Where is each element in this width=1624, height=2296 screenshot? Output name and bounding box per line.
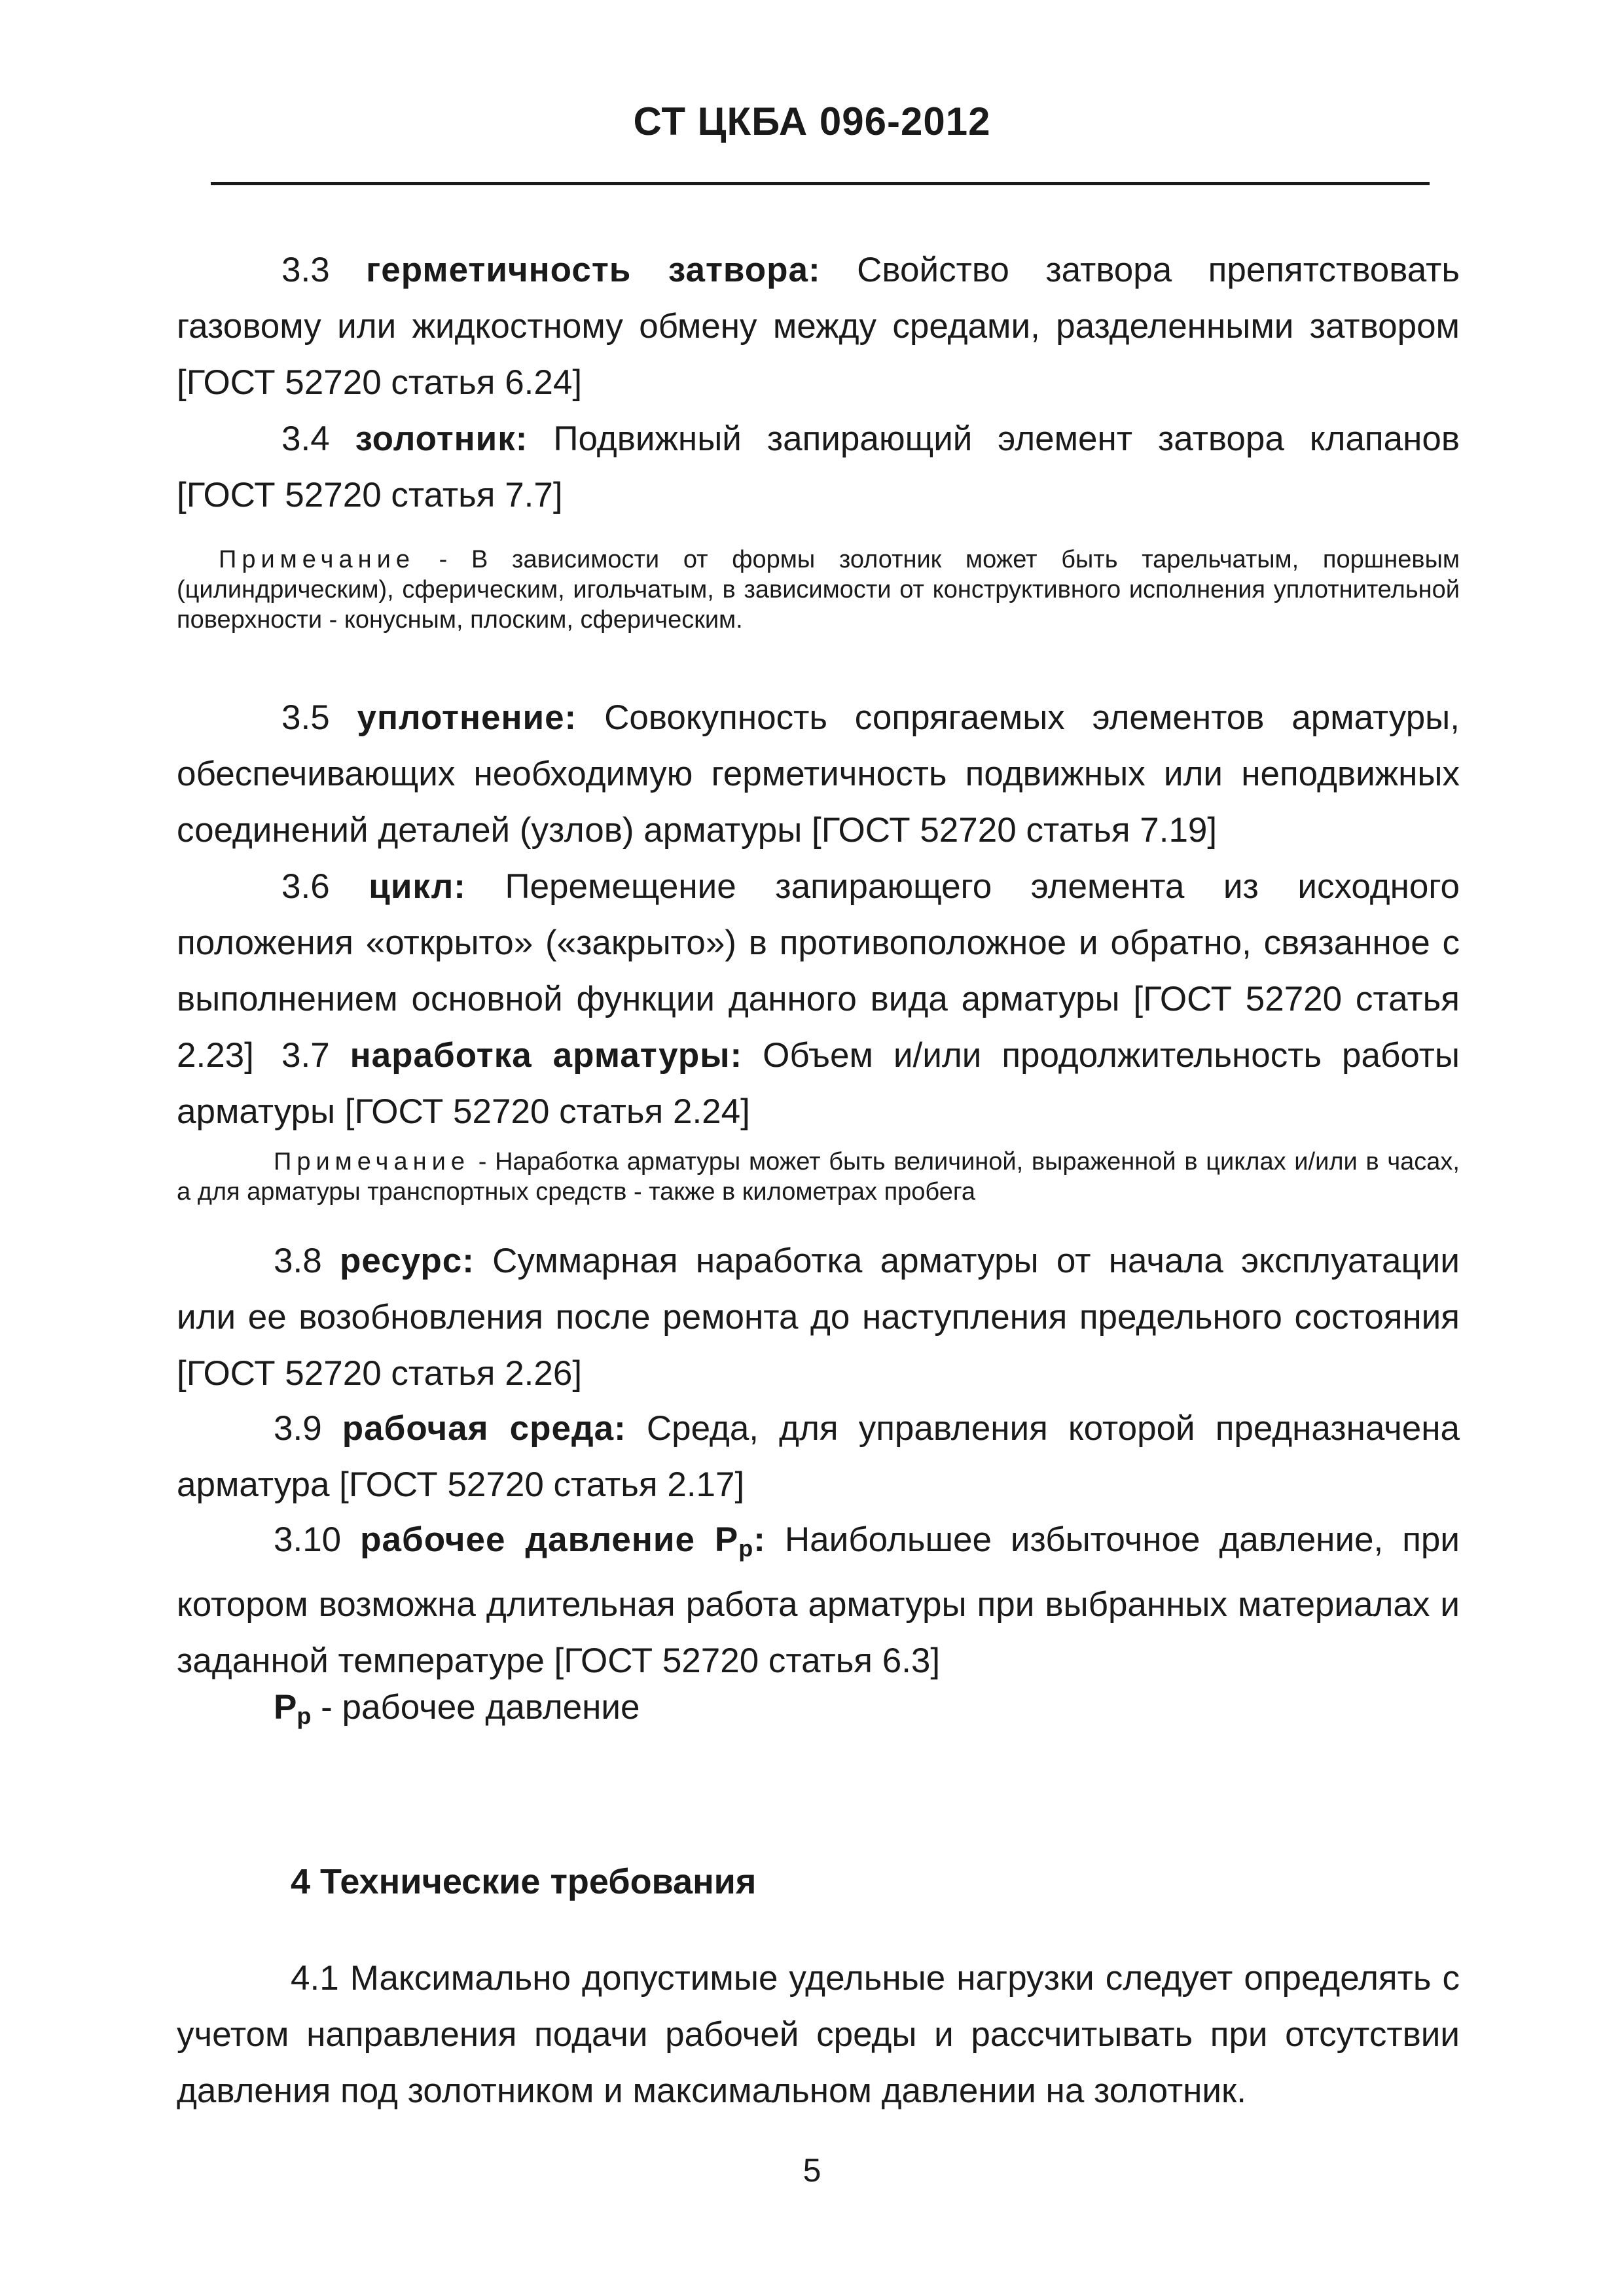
definition-3-4 <box>177 411 1460 524</box>
clause-number: 3.9 <box>274 1409 322 1448</box>
symbol-definition <box>274 1679 640 1744</box>
section-heading: 4 Технические требования <box>291 1862 757 1901</box>
definition-3-10 <box>177 1512 1460 1689</box>
definition-3-3 <box>177 242 1460 411</box>
term: наработка арматуры: <box>350 1036 743 1075</box>
clause-number: 3.3 <box>281 251 330 289</box>
note-text: - Наработка арматуры может быть величиной, выраженной в циклах и/или в часах, а для арматуры транспортных средств - также в километрах пробега <box>177 1148 1460 1206</box>
clause-number: 3.8 <box>274 1242 322 1280</box>
definition-text: Суммарная наработка арматуры от начала эксплуатации или ее возобновления после ремонта до наступления предельного состояния [ГОСТ 52720 статья 2.26] <box>177 1242 1460 1393</box>
term-subscript: р <box>738 1535 754 1562</box>
definition-3-9 <box>177 1401 1460 1513</box>
symbol-letter: P <box>274 1688 297 1727</box>
definition-3-8 <box>177 1233 1460 1402</box>
term: герметичность затвора: <box>366 251 821 289</box>
definition-text: Свойство затвора препятствовать газовому или жидкостному обмену между средами, разделенными затвором [ГОСТ 52720 статья 6.24] <box>177 251 1460 402</box>
term: ресурс: <box>339 1242 475 1280</box>
note-2 <box>177 1147 1460 1207</box>
symbol-subscript: р <box>297 1702 312 1729</box>
note-text: - В зависимости от формы золотник может быть тарельчатым, поршневым (цилиндрическим), сферическим, игольчатым, в зависимости от конструктивного исполнения уплотнительной поверхности - конусным, плоским, сферическим. <box>177 546 1460 634</box>
definition-text: Наибольшее избыточное давление, при котором возможна длительная работа арматуры при выбранных материалах и заданной температуре [ГОСТ 52720 статья 6.3] <box>177 1520 1460 1680</box>
clause-number: 3.10 <box>274 1520 342 1559</box>
definition-text: Объем и/или продолжительность работы арматуры [ГОСТ 52720 статья 2.24] <box>177 1036 1460 1131</box>
definition-text: Перемещение запирающего элемента из исходного положения «открыто» («закрыто») в противоположное и обратно, связанное с выполнением основной функции данного вида арматуры [ГОСТ 52720 статья 2.23] <box>177 867 1460 1075</box>
definition-text: Совокупность сопрягаемых элементов арматуры, обеспечивающих необходимую герметичность подвижных или неподвижных соединений деталей (узлов) арматуры [ГОСТ 52720 статья 7.19] <box>177 698 1460 850</box>
requirement-text: Максимально допустимые удельные нагрузки следует определять с учетом направления подачи рабочей среды и рассчитывать при отсутствии давления под золотником и максимальном давлении на золотник. <box>177 1959 1460 2110</box>
term: рабочая среда: <box>342 1409 626 1448</box>
definition-text: Среда, для управления которой предназначена арматура [ГОСТ 52720 статья 2.17] <box>177 1409 1460 1504</box>
document-code-header: СТ ЦКБА 096-2012 <box>633 99 991 143</box>
definition-3-5 <box>177 690 1460 859</box>
header-rule <box>211 182 1430 185</box>
term-colon: : <box>753 1520 766 1559</box>
term: уплотнение: <box>357 698 577 737</box>
clause-number: 3.7 <box>281 1036 330 1075</box>
clause-number: 3.6 <box>281 867 330 906</box>
term <box>360 1520 766 1562</box>
term: цикл: <box>369 867 466 906</box>
clause-number: 3.4 <box>281 420 330 458</box>
note-label: Примечание <box>274 1148 470 1175</box>
clause-number: 4.1 <box>291 1959 339 1998</box>
definition-3-7 <box>177 1028 1460 1140</box>
definition-text: Подвижный запирающий элемент затвора клапанов [ГОСТ 52720 статья 7.7] <box>177 420 1460 514</box>
symbol-text: - рабочее давление <box>321 1688 640 1727</box>
term-text: рабочее давление P <box>360 1520 739 1559</box>
clause-number: 3.5 <box>281 698 330 737</box>
page-number: 5 <box>803 2152 821 2189</box>
note-1 <box>177 545 1460 635</box>
note-label: Примечание <box>219 546 415 573</box>
term: золотник: <box>355 420 528 458</box>
requirement-4-1 <box>177 1950 1460 2119</box>
